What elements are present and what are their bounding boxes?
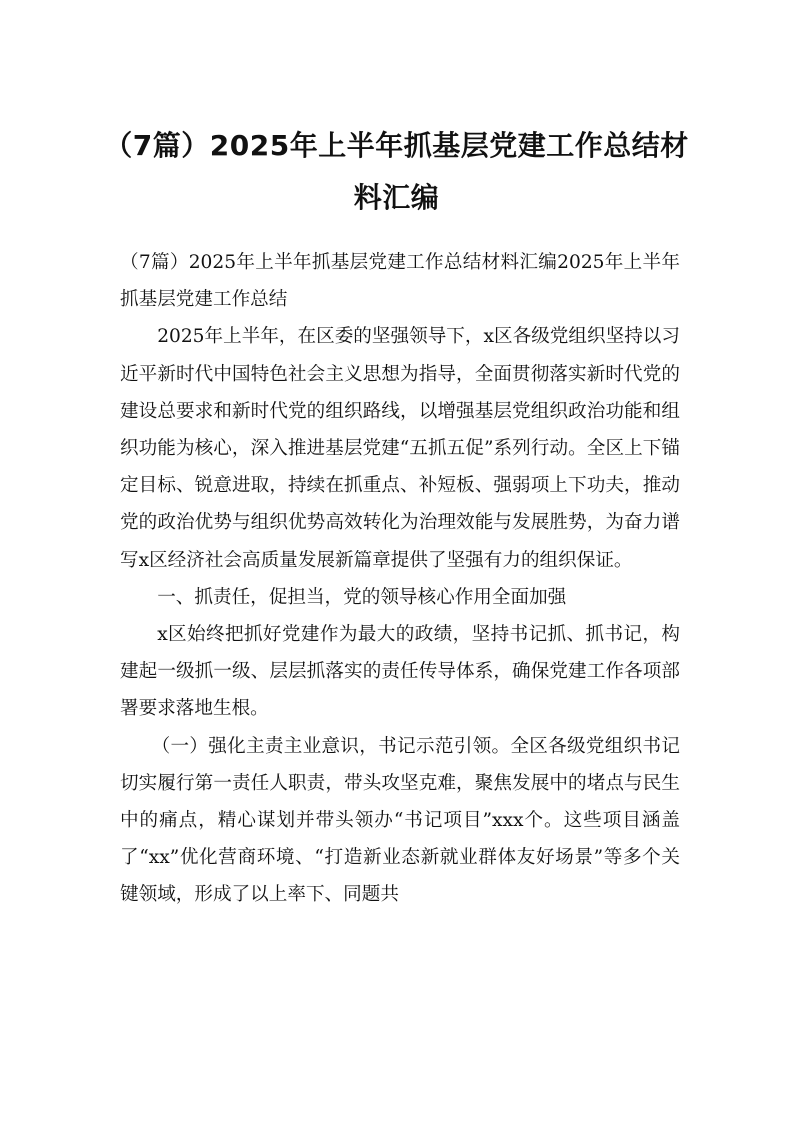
overview-paragraph: 2025年上半年，在区委的坚强领导下，x区各级党组织坚持以习近平新时代中国特色社会主义思想为指导，全面贯彻落实新时代党的建设总要求和新时代党的组织路线，以增强基层党组织政治功能和组织功能为核心，深入推进基层党建“五抓五促”系列行动。全区上下锚定目标、锐意进取，持续在抓重点、补短板、强弱项上下功夫，推动党的政治优势与组织优势高效转化为治理效能与发展胜势，为奋力谱写x区经济社会高质量发展新篇章提供了坚强有力的组织保证。: [120, 326, 680, 571]
subsection-paragraph: （一）强化主责主业意识，书记示范引领。全区各级党组织书记切实履行第一责任人职责，带头攻坚克难，聚焦发展中的堵点与民生中的痛点，精心谋划并带头领办“书记项目”xxx个。这些项目涵盖了“xx”优化营商环境、“打造新业态新就业群体友好场景”等多个关键领域，形成了以上率下、同题共: [120, 735, 680, 906]
document-body: [120, 244, 680, 914]
section-intro-paragraph: x区始终把抓好党建作为最大的政绩，坚持书记抓、抓书记，构建起一级抓一级、层层抓落实的责任传导体系，确保党建工作各项部署要求落地生根。: [120, 624, 680, 720]
section-heading: 一、抓责任，促担当，党的领导核心作用全面加强: [157, 586, 567, 608]
document-title: （7篇）2025年上半年抓基层党建工作总结材料汇编: [104, 129, 689, 214]
intro-paragraph: （7篇）2025年上半年抓基层党建工作总结材料汇编2025年上半年抓基层党建工作总结: [120, 252, 680, 311]
